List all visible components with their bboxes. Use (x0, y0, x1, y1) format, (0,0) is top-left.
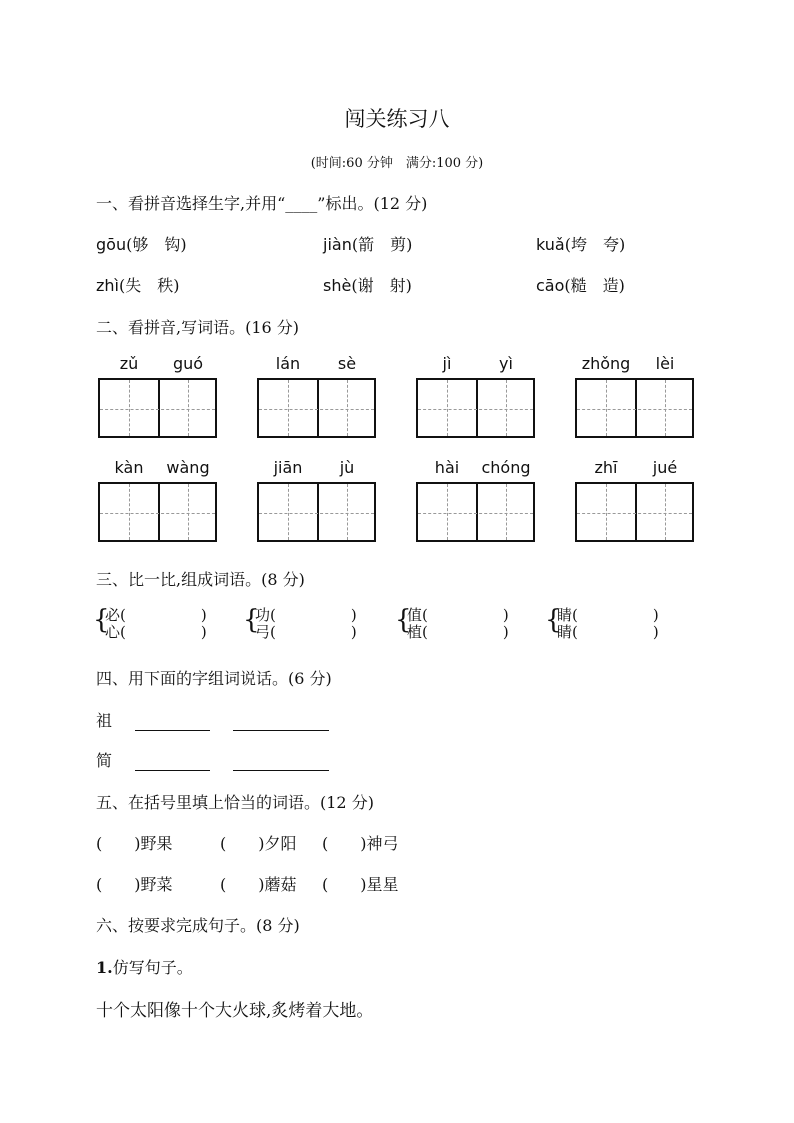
pinyin: zhī (594, 458, 618, 477)
brace-icon: { (395, 605, 412, 635)
answer-blank[interactable] (233, 752, 329, 771)
writing-grid[interactable] (416, 482, 535, 542)
page-subtitle: (时间:60 分钟 满分:100 分) (310, 156, 484, 171)
writing-grid[interactable] (257, 378, 376, 438)
section-3-heading: 三、比一比,组成词语。(8 分) (96, 570, 305, 589)
fill-item[interactable]: ( )蘑菇 (220, 875, 297, 894)
choice-options[interactable]: (垮 夸) (564, 235, 626, 254)
compare-line[interactable]: 睛( ) (557, 623, 659, 641)
example-sentence: 十个太阳像十个大火球,炙烤着大地。 (96, 1001, 374, 1021)
fill-item[interactable]: ( )野菜 (96, 875, 173, 894)
pinyin: guó (172, 354, 204, 373)
writing-grid[interactable] (575, 482, 694, 542)
page-title: 闯关练习八 (344, 107, 450, 131)
choice-options[interactable]: (箭 剪) (351, 235, 413, 254)
pinyin: hài (434, 458, 460, 477)
pinyin: zǔ (119, 354, 139, 373)
pinyin: lèi (655, 354, 675, 373)
pinyin: jiàn (323, 235, 352, 254)
compose-row (96, 708, 329, 731)
choice-options[interactable]: (糙 造) (564, 276, 625, 295)
writing-grid[interactable] (416, 378, 535, 438)
answer-blank[interactable] (233, 712, 329, 731)
writing-grid[interactable] (257, 482, 376, 542)
pinyin: jué (652, 458, 678, 477)
question-1 (96, 955, 193, 978)
answer-blank[interactable] (135, 752, 210, 771)
pinyin: zhǒng (581, 354, 631, 373)
pinyin: wàng (166, 458, 210, 477)
fill-item[interactable]: ( )神弓 (322, 834, 399, 853)
writing-grid[interactable] (98, 378, 217, 438)
answer-blank[interactable] (135, 712, 210, 731)
choice-item (536, 232, 625, 255)
fill-item[interactable]: ( )野果 (96, 834, 173, 853)
pinyin: kàn (114, 458, 144, 477)
choice-item (96, 232, 187, 255)
compose-row (96, 748, 329, 771)
pinyin: jì (442, 354, 452, 373)
choice-item (96, 273, 179, 296)
brace-icon: { (243, 605, 260, 635)
compare-line[interactable]: 功( ) (255, 606, 357, 624)
section-1-heading: 一、看拼音选择生字,并用“____”标出。(12 分) (96, 194, 428, 213)
section-5-heading: 五、在括号里填上恰当的词语。(12 分) (96, 793, 374, 812)
writing-grid[interactable] (98, 482, 217, 542)
question-number: 1. (96, 958, 113, 977)
fill-item[interactable]: ( )夕阳 (220, 834, 297, 853)
pinyin: sè (337, 354, 357, 373)
pinyin: jiān (273, 458, 303, 477)
writing-grid[interactable] (575, 378, 694, 438)
compare-line[interactable]: 必( ) (105, 606, 207, 624)
pinyin: lán (275, 354, 301, 373)
section-4-heading: 四、用下面的字组词说话。(6 分) (96, 669, 332, 688)
compare-line[interactable]: 心( ) (105, 623, 207, 641)
choice-item (323, 273, 412, 296)
compose-char: 简 (96, 751, 113, 770)
pinyin: jù (339, 458, 355, 477)
pinyin: gōu (96, 235, 127, 254)
pinyin: shè (323, 276, 352, 295)
pinyin: yì (499, 354, 513, 373)
question-label: 仿写句子。 (112, 958, 193, 977)
compare-line[interactable]: 弓( ) (255, 623, 357, 641)
compare-line[interactable]: 睛( ) (557, 606, 659, 624)
choice-options[interactable]: (失 秩) (118, 276, 180, 295)
choice-item (323, 232, 412, 255)
brace-icon: { (93, 605, 110, 635)
choice-item (536, 273, 625, 296)
pinyin: chóng (481, 458, 531, 477)
fill-item[interactable]: ( )星星 (322, 875, 399, 894)
brace-icon: { (545, 605, 562, 635)
pinyin: zhì (96, 276, 119, 295)
section-6-heading: 六、按要求完成句子。(8 分) (96, 916, 300, 935)
choice-options[interactable]: (够 钩) (126, 235, 187, 254)
section-2-heading: 二、看拼音,写词语。(16 分) (96, 318, 300, 337)
choice-options[interactable]: (谢 射) (351, 276, 412, 295)
compare-line[interactable]: 植( ) (407, 623, 509, 641)
pinyin: kuǎ (536, 235, 565, 254)
compose-char: 祖 (96, 711, 113, 730)
pinyin: cāo (536, 276, 565, 295)
compare-line[interactable]: 值( ) (407, 606, 509, 624)
